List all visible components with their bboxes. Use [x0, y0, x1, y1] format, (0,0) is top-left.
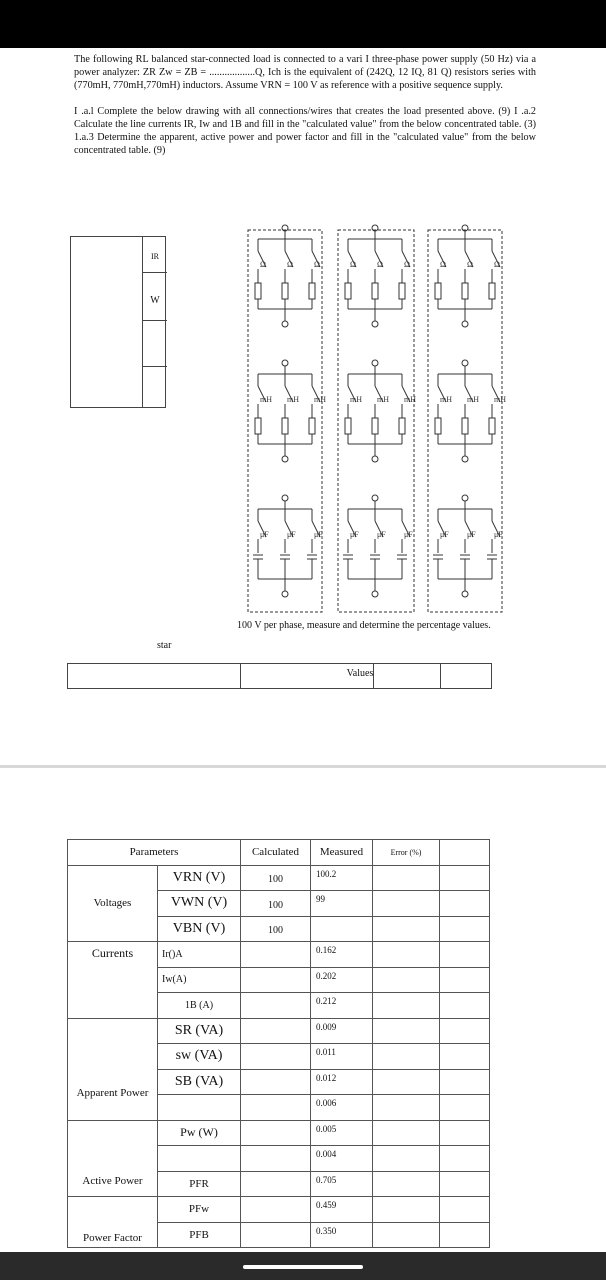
side-measurement-table [70, 236, 166, 408]
param-iw: Iw(A) [158, 967, 241, 993]
meas-sw[interactable]: 0.011 [311, 1044, 373, 1070]
error-pfw[interactable] [373, 1197, 440, 1223]
group-power-factor: Power Factor [68, 1197, 158, 1248]
calc-iw[interactable] [241, 967, 311, 993]
resistor [345, 283, 351, 299]
error-vrn[interactable] [373, 865, 440, 891]
param-sr: SR (VA) [158, 1018, 241, 1044]
resistor [435, 283, 441, 299]
inductor [309, 418, 315, 434]
error-ir[interactable] [373, 942, 440, 968]
error-pw[interactable] [373, 1120, 440, 1146]
svg-text:μF: μF [404, 530, 413, 539]
calc-pr[interactable] [241, 1095, 311, 1121]
meas-ir[interactable]: 0.162 [311, 942, 373, 968]
calc-pfw[interactable] [241, 1197, 311, 1223]
svg-text:μF: μF [314, 530, 323, 539]
meas-iw[interactable]: 0.202 [311, 967, 373, 993]
terminal-node [282, 456, 288, 462]
terminal-node [462, 456, 468, 462]
param-pfb: PFB [158, 1222, 241, 1248]
svg-text:Ω: Ω [314, 260, 320, 269]
resistor [399, 283, 405, 299]
svg-text:Ω: Ω [260, 260, 266, 269]
inductor [345, 418, 351, 434]
terminal-node [462, 360, 468, 366]
meas-vwn[interactable]: 99 [311, 891, 373, 917]
terminal-node [282, 360, 288, 366]
terminal-node [372, 591, 378, 597]
calc-sb[interactable] [241, 1069, 311, 1095]
resistor [462, 283, 468, 299]
svg-text:Ω: Ω [440, 260, 446, 269]
parameters-table [67, 839, 490, 1248]
svg-text:μF: μF [494, 530, 503, 539]
svg-text:Ω: Ω [404, 260, 410, 269]
inductor [489, 418, 495, 434]
meas-pfb[interactable]: 0.350 [311, 1222, 373, 1248]
svg-text:mH: mH [494, 395, 506, 404]
terminal-node [372, 456, 378, 462]
error-ib[interactable] [373, 993, 440, 1019]
meas-vbn[interactable] [311, 916, 373, 942]
meas-sr[interactable]: 0.009 [311, 1018, 373, 1044]
side-table-ir: IR [143, 237, 167, 273]
svg-text:μF: μF [377, 530, 386, 539]
meas-vrn[interactable]: 100.2 [311, 865, 373, 891]
terminal-node [372, 321, 378, 327]
inductor [435, 418, 441, 434]
svg-text:μF: μF [287, 530, 296, 539]
param-vwn: VWN (V) [158, 891, 241, 917]
side-table-empty-1 [143, 321, 167, 367]
param-vrn: VRN (V) [158, 865, 241, 891]
calc-vrn[interactable]: 100 [241, 865, 311, 891]
svg-text:mH: mH [287, 395, 299, 404]
problem-paragraph-2: I .a.l Complete the below drawing with all connections/wires that creates the load presented above. (9) I .a.2 Calculate the line currents IR, Iw and 1B and fill in the "calculated value" from the below concentrated table. (3) 1.a.3 Determine the apparent, active power and power factor and fill in the "calculated value" from the below concentrated table. (9) [74, 105, 536, 157]
svg-text:μF: μF [467, 530, 476, 539]
svg-text:Ω: Ω [467, 260, 473, 269]
error-vwn[interactable] [373, 891, 440, 917]
calc-sr[interactable] [241, 1018, 311, 1044]
terminal-node [372, 495, 378, 501]
param-ib: 1B (A) [158, 993, 241, 1019]
page-separator [0, 765, 606, 768]
error-iw[interactable] [373, 967, 440, 993]
calc-pfb[interactable] [241, 1222, 311, 1248]
error-pfr[interactable] [373, 1171, 440, 1197]
error-pfb[interactable] [373, 1222, 440, 1248]
svg-text:mH: mH [350, 395, 362, 404]
meas-sb[interactable]: 0.012 [311, 1069, 373, 1095]
side-table-empty-2 [143, 367, 167, 409]
terminal-node [462, 321, 468, 327]
svg-text:Ω: Ω [377, 260, 383, 269]
svg-text:mH: mH [467, 395, 479, 404]
error-sr[interactable] [373, 1018, 440, 1044]
home-indicator[interactable] [243, 1265, 363, 1269]
svg-text:mH: mH [314, 395, 326, 404]
svg-text:mH: mH [440, 395, 452, 404]
svg-text:μF: μF [350, 530, 359, 539]
terminal-node [282, 591, 288, 597]
group-voltages: Voltages [68, 865, 158, 942]
star-label: star [157, 640, 172, 651]
circuit-diagram [240, 220, 510, 620]
group-apparent-power: Apparent Power [68, 1018, 158, 1120]
problem-paragraph-1: The following RL balanced star-connected load is connected to a vari I three-phase power supply (50 Hz) via a power analyzer: ZR Zw = ZB = ..................Q, Ich is the equivalent of (242Q, 12 IQ, 81 Q) resistors series with (770mH, 770mH,770mH) inductors. Assume VRN = 100 V as reference with a positive sequence supply. [74, 54, 536, 92]
calc-vbn[interactable]: 100 [241, 916, 311, 942]
header-measured: Measured [311, 840, 373, 866]
calc-ir[interactable] [241, 942, 311, 968]
calc-pfr[interactable] [241, 1171, 311, 1197]
circuit-caption: 100 V per phase, measure and determine the percentage values. [237, 620, 491, 631]
inductor [399, 418, 405, 434]
group-active-power: Active Power [68, 1120, 158, 1197]
svg-text:μF: μF [440, 530, 449, 539]
param-pfr: PFR [158, 1171, 241, 1197]
meas-pfw[interactable]: 0.459 [311, 1197, 373, 1223]
values-table [67, 663, 492, 689]
param-pw: Pw (W) [158, 1120, 241, 1146]
terminal-node [462, 591, 468, 597]
svg-text:μF: μF [260, 530, 269, 539]
header-parameters: Parameters [68, 840, 241, 866]
param-pr [158, 1095, 241, 1121]
error-pb[interactable] [373, 1146, 440, 1172]
calc-ib[interactable] [241, 993, 311, 1019]
header-calculated: Calculated [241, 840, 311, 866]
param-vbn: VBN (V) [158, 916, 241, 942]
param-sb: SB (VA) [158, 1069, 241, 1095]
terminal-node [282, 495, 288, 501]
inductor [282, 418, 288, 434]
param-sw: sw (VA) [158, 1044, 241, 1070]
top-status-bar [0, 0, 606, 48]
inductor [372, 418, 378, 434]
resistor [309, 283, 315, 299]
resistor [282, 283, 288, 299]
svg-text:mH: mH [404, 395, 416, 404]
param-pb [158, 1146, 241, 1172]
terminal-node [372, 360, 378, 366]
error-sb[interactable] [373, 1069, 440, 1095]
header-extra [440, 840, 490, 866]
error-vbn[interactable] [373, 916, 440, 942]
resistor [372, 283, 378, 299]
meas-pb[interactable]: 0.004 [311, 1146, 373, 1172]
inductor [255, 418, 261, 434]
svg-text:mH: mH [377, 395, 389, 404]
inductor [462, 418, 468, 434]
svg-text:Ω: Ω [494, 260, 500, 269]
param-ir: Ir()A [158, 942, 241, 968]
terminal-node [282, 321, 288, 327]
calc-vwn[interactable]: 100 [241, 891, 311, 917]
meas-pr[interactable]: 0.006 [311, 1095, 373, 1121]
calc-sw[interactable] [241, 1044, 311, 1070]
error-sw[interactable] [373, 1044, 440, 1070]
resistor [255, 283, 261, 299]
svg-text:Ω: Ω [287, 260, 293, 269]
terminal-node [462, 495, 468, 501]
problem-statement [74, 53, 536, 169]
param-pfw: PFw [158, 1197, 241, 1223]
svg-text:Ω: Ω [350, 260, 356, 269]
header-error: Error (%) [373, 840, 440, 866]
side-table-w: W [143, 273, 167, 321]
values-header: Values [346, 668, 374, 679]
svg-text:mH: mH [260, 395, 272, 404]
resistor [489, 283, 495, 299]
calc-pb[interactable] [241, 1146, 311, 1172]
group-currents: Currents [68, 942, 158, 1019]
meas-ib[interactable]: 0.212 [311, 993, 373, 1019]
meas-pfr[interactable]: 0.705 [311, 1171, 373, 1197]
calc-pw[interactable] [241, 1120, 311, 1146]
error-pr[interactable] [373, 1095, 440, 1121]
meas-pw[interactable]: 0.005 [311, 1120, 373, 1146]
